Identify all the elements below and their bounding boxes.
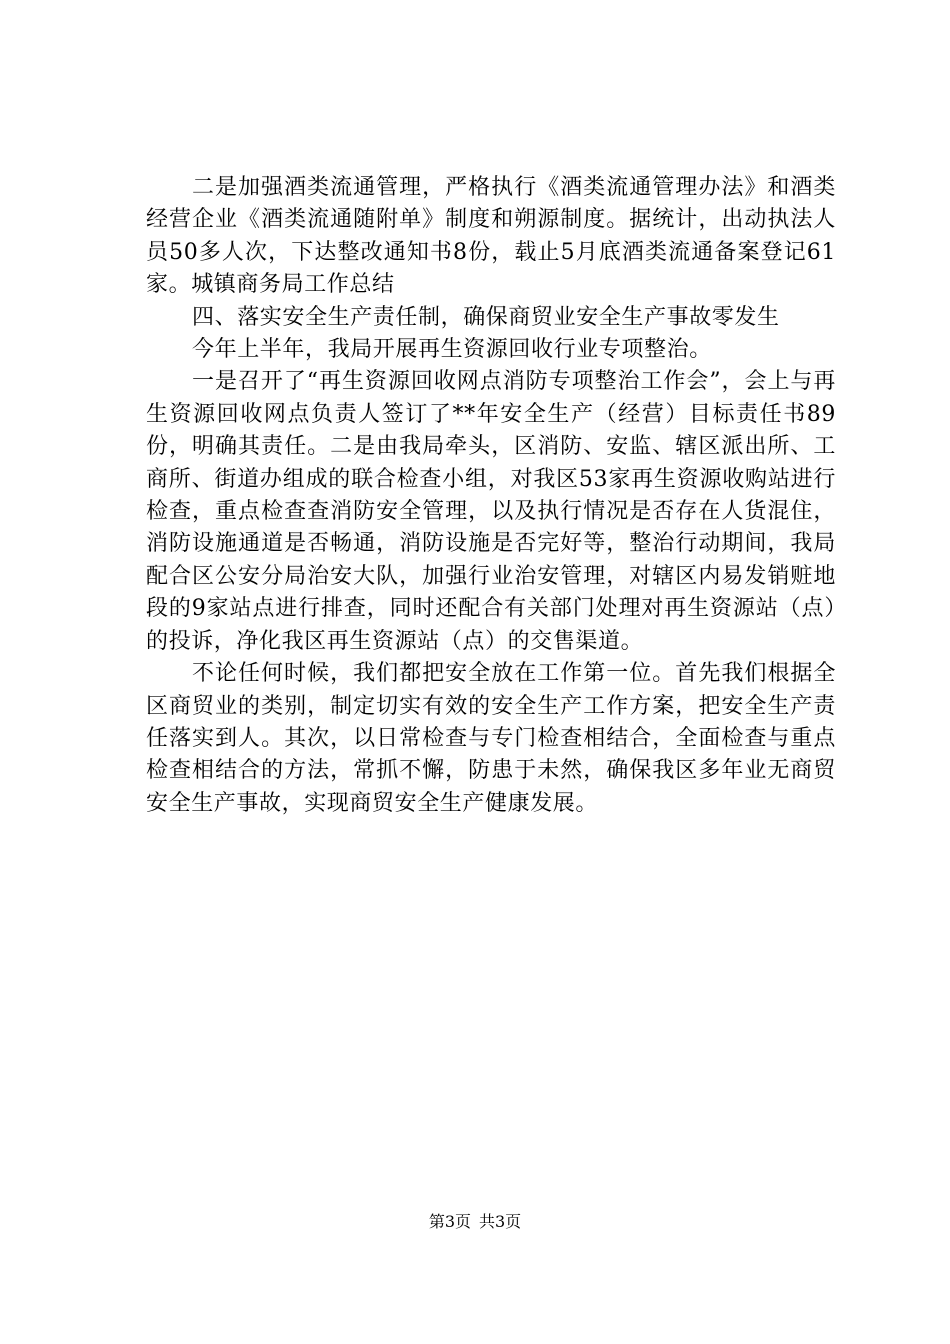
- section-heading-safety: 四、落实安全生产责任制，确保商贸业安全生产事故零发生: [192, 304, 780, 330]
- paragraph-recycling-intro: 今年上半年，我局开展再生资源回收行业专项整治。: [192, 337, 712, 363]
- page-number: 第3页: [428, 1212, 471, 1231]
- document-body: [146, 172, 836, 820]
- paragraph-recycling-measures: 一是召开了“再生资源回收网点消防专项整治工作会”，会上与再生资源回收网点负责人签订了**年安全生产（经营）目标责任书89份，明确其责任。二是由我局牵头，区消防、安监、辖区派出所、工商所、街道办组成的联合检查小组，对我区53家再生资源收购站进行检查，重点检查查消防安全管理，以及执行情况是否存在人货混住，消防设施通道是否畅通，消防设施是否完好等，整治行动期间，我局配合区公安分局治安大队，加强行业治安管理，对辖区内易发销赃地段的9家站点进行排查，同时还配合有关部门处理对再生资源站（点）的投诉，净化我区再生资源站（点）的交售渠道。: [146, 369, 836, 654]
- page-total: 共3页: [479, 1212, 522, 1231]
- paragraph-liquor-management: 二是加强酒类流通管理，严格执行《酒类流通管理办法》和酒类经营企业《酒类流通随附单》制度和朔源制度。据统计，出动执法人员50多人次，下达整改通知书8份，载止5月底酒类流通备案登记61家。城镇商务局工作总结: [146, 175, 836, 298]
- paragraph-safety-first: 不论任何时候，我们都把安全放在工作第一位。首先我们根据全区商贸业的类别，制定切实有效的安全生产工作方案，把安全生产责任落实到人。其次，以日常检查与专门检查相结合，全面检查与重点检查相结合的方法，常抓不懈，防患于未然，确保我区多年业无商贸安全生产事故，实现商贸安全生产健康发展。: [146, 661, 836, 816]
- page-footer: [0, 1212, 950, 1232]
